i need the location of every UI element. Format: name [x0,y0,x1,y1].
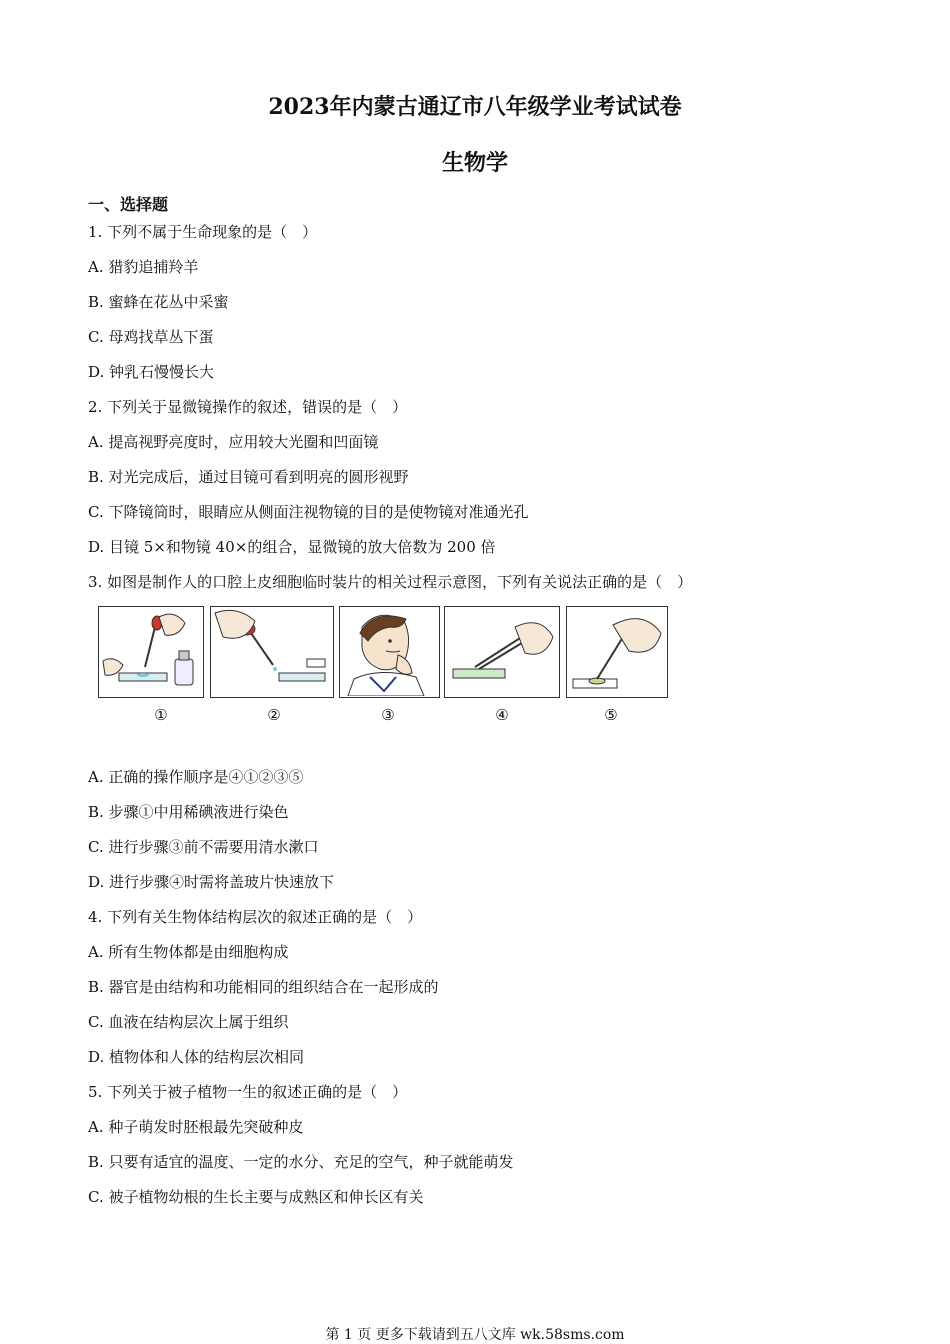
option-4d: D. 植物体和人体的结构层次相同 [88,1048,305,1066]
option-3a: A. 正确的操作顺序是④①②③⑤ [88,768,304,786]
option-1b: B. 蜜蜂在花丛中采蜜 [88,293,229,311]
option-2c: C. 下降镜筒时，眼睛应从侧面注视物镜的目的是使物镜对准通光孔 [88,503,529,521]
exam-title: 2023年内蒙古通辽市八年级学业考试试卷 [268,94,682,120]
step-label-2: ② [267,706,281,724]
option-1a: A. 猎豹追捕羚羊 [88,258,199,276]
option-3d: D. 进行步骤④时需将盖玻片快速放下 [88,873,335,891]
section-heading: 一、选择题 [88,195,169,214]
question-4: 4. 下列有关生物体结构层次的叙述正确的是（ ） [88,908,423,926]
question-2: 2. 下列关于显微镜操作的叙述，错误的是（ ） [88,398,408,416]
option-3b: B. 步骤①中用稀碘液进行染色 [88,803,289,821]
option-2d: D. 目镜 5×和物镜 40×的组合，显微镜的放大倍数为 200 倍 [88,538,496,556]
step-3-image [339,606,440,698]
question-3: 3. 如图是制作人的口腔上皮细胞临时装片的相关过程示意图，下列有关说法正确的是（ ） [88,573,693,591]
option-2a: A. 提高视野亮度时，应用较大光圈和凹面镜 [88,433,379,451]
step-label-5: ⑤ [604,706,618,724]
option-4c: C. 血液在结构层次上属于组织 [88,1013,289,1031]
question-1: 1. 下列不属于生命现象的是（ ） [88,223,318,241]
step-1-image [98,606,204,698]
option-4a: A. 所有生物体都是由细胞构成 [88,943,289,961]
slide-preparation-figure [96,606,676,731]
option-1d: D. 钟乳石慢慢长大 [88,363,215,381]
step-4-image [444,606,560,698]
question-5: 5. 下列关于被子植物一生的叙述正确的是（ ） [88,1083,408,1101]
step-5-image [566,606,668,698]
subject-title: 生物学 [441,150,508,176]
page-footer: 第 1 页 更多下载请到五八文库 wk.58sms.com [325,1327,625,1343]
option-3c: C. 进行步骤③前不需要用清水漱口 [88,838,319,856]
step-label-3: ③ [381,706,395,724]
option-5b: B. 只要有适宜的温度、一定的水分、充足的空气，种子就能萌发 [88,1153,514,1171]
option-5c: C. 被子植物幼根的生长主要与成熟区和伸长区有关 [88,1188,424,1206]
option-4b: B. 器官是由结构和功能相同的组织结合在一起形成的 [88,978,439,996]
step-label-1: ① [154,706,168,724]
option-5a: A. 种子萌发时胚根最先突破种皮 [88,1118,304,1136]
option-1c: C. 母鸡找草丛下蛋 [88,328,214,346]
step-label-4: ④ [495,706,509,724]
option-2b: B. 对光完成后，通过目镜可看到明亮的圆形视野 [88,468,409,486]
step-2-image [210,606,334,698]
